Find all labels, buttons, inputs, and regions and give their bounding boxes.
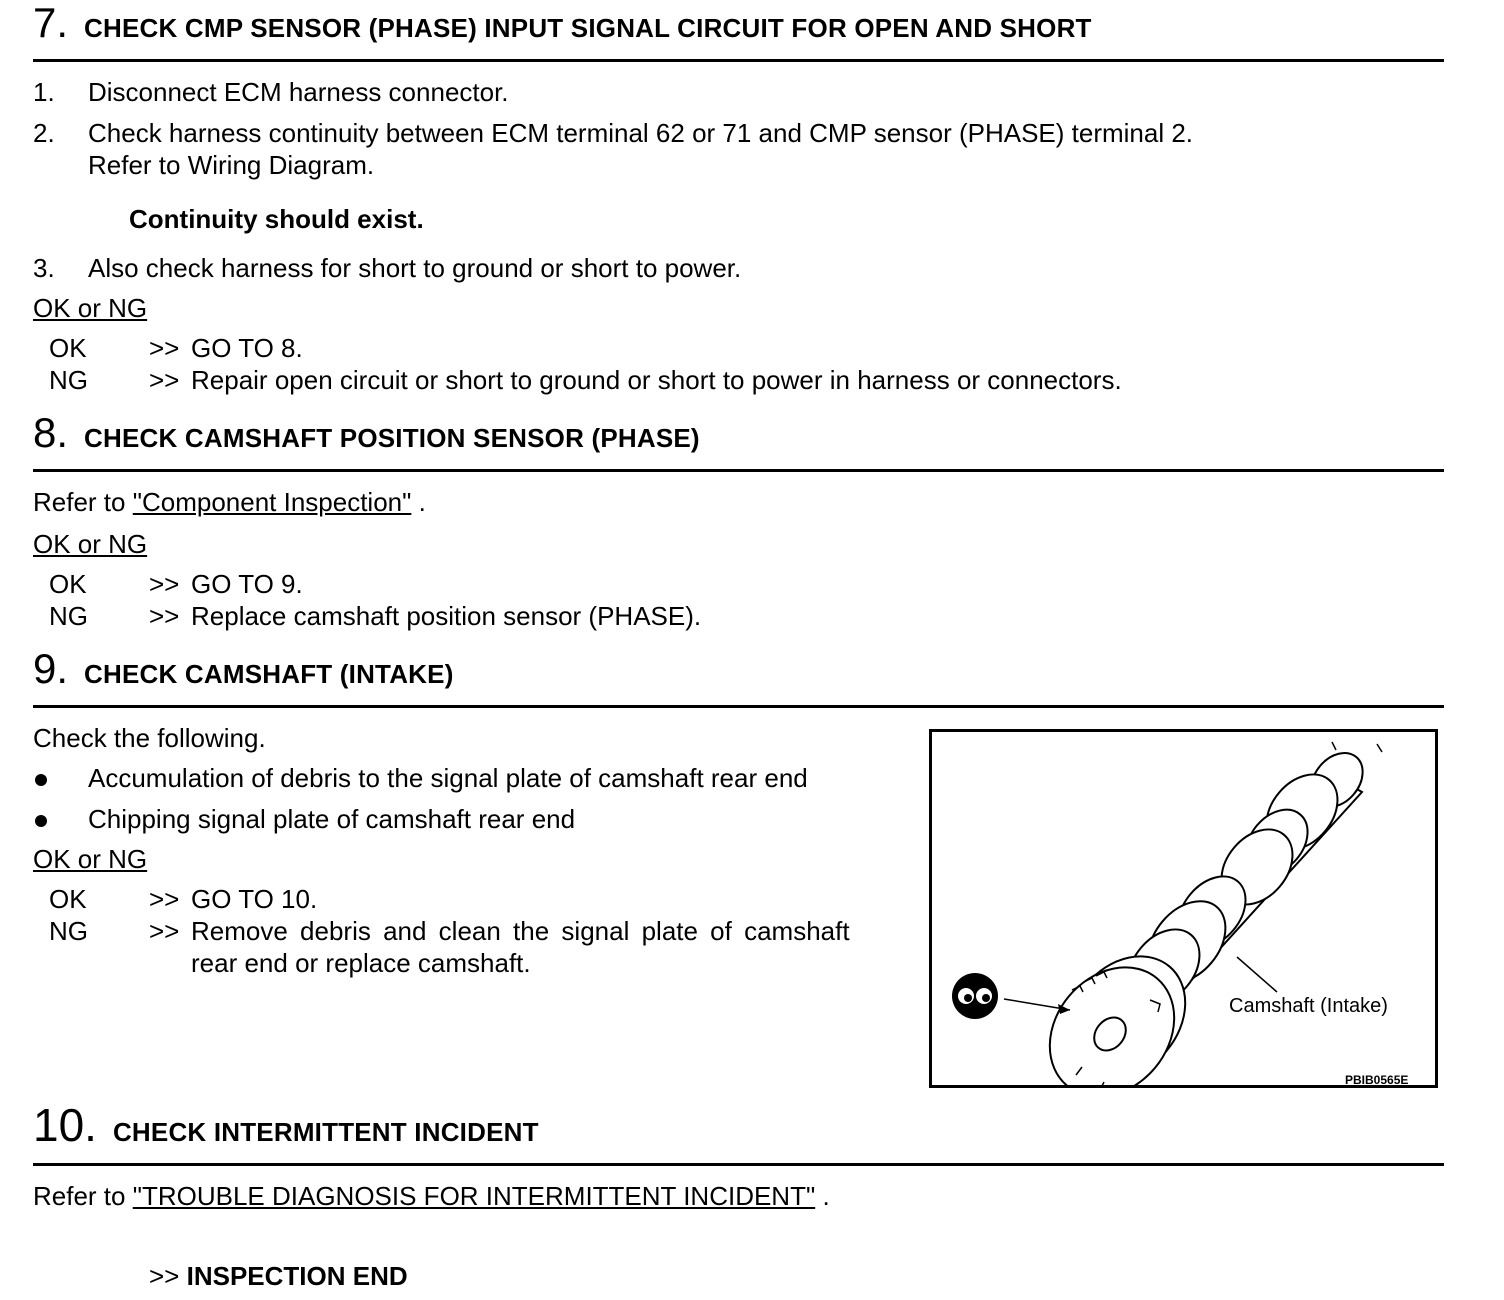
bullet-icon bbox=[35, 774, 47, 786]
step-9-header bbox=[33, 646, 1444, 708]
bullet-icon bbox=[35, 815, 47, 827]
inspection-eyes-icon bbox=[952, 973, 998, 1019]
step-title: CHECK CAMSHAFT POSITION SENSOR (PHASE) bbox=[84, 423, 700, 453]
result-header: OK or NG bbox=[33, 293, 148, 323]
step-number: 7. bbox=[33, 0, 69, 46]
step-7: 7. CHECK CMP SENSOR (PHASE) INPUT SIGNAL CIRCUIT FOR OPEN AND SHORT 1. Disconnect ECM harness connector. 2. Check harness continuity between ECM terminal 62 or 71 and CMP sensor (PHASE) terminal 2. Refer to Wiring Diagram. Continuity should exist. 3. Also check harness for short to ground or short to power. OK or NG OK >> GO TO 8. NG >> Repair open circuit or short to ground or short to power in harness or connectors. bbox=[33, 0, 1444, 400]
camshaft-illustration bbox=[932, 732, 1435, 1085]
step-number: 9. bbox=[33, 645, 69, 692]
step-title: CHECK CMP SENSOR (PHASE) INPUT SIGNAL CIRCUIT FOR OPEN AND SHORT bbox=[84, 13, 1092, 43]
step-7-header bbox=[33, 0, 1444, 62]
figure-code: PBIB0565E bbox=[1345, 1073, 1409, 1087]
result-header: OK or NG bbox=[33, 529, 148, 559]
camshaft-figure bbox=[929, 729, 1438, 1088]
refer-line: Refer to "Component Inspection" . bbox=[33, 487, 426, 517]
result-header: OK or NG bbox=[33, 844, 148, 874]
step-number: 10. bbox=[33, 1099, 97, 1151]
step-title: CHECK CAMSHAFT (INTAKE) bbox=[84, 659, 454, 689]
step-8: 8. CHECK CAMSHAFT POSITION SENSOR (PHASE) Refer to "Component Inspection" . OK or NG OK >> GO TO 9. NG >> Replace camshaft position sensor (PHASE). bbox=[33, 410, 1444, 635]
step-10 bbox=[33, 1100, 1444, 1300]
step-title: CHECK INTERMITTENT INCIDENT bbox=[112, 1117, 539, 1147]
camshaft-label: Camshaft (Intake) bbox=[1229, 995, 1388, 1017]
intermittent-incident-link[interactable]: "TROUBLE DIAGNOSIS FOR INTERMITTENT INCIDENT" bbox=[132, 1181, 816, 1211]
step-8-header bbox=[33, 410, 1444, 472]
step-10-header bbox=[33, 1100, 1444, 1166]
component-inspection-link[interactable]: "Component Inspection" bbox=[132, 487, 412, 517]
emphasis-text: Continuity should exist. bbox=[129, 204, 424, 234]
step-9: 9. CHECK CAMSHAFT (INTAKE) Check the following. Accumulation of debris to the signal plate of camshaft rear end Chipping signal plate of camshaft rear end OK or NG OK >> GO TO 10. NG >> Remove debris and clean the signal plate of camshaft rear end or replace camshaft. bbox=[33, 646, 1444, 986]
intro-text: Check the following. bbox=[33, 723, 266, 753]
refer-line: Refer to "TROUBLE DIAGNOSIS FOR INTERMITTENT INCIDENT" . bbox=[33, 1181, 830, 1211]
step-number: 8. bbox=[33, 409, 69, 456]
inspection-end: >> INSPECTION END bbox=[149, 1261, 408, 1291]
